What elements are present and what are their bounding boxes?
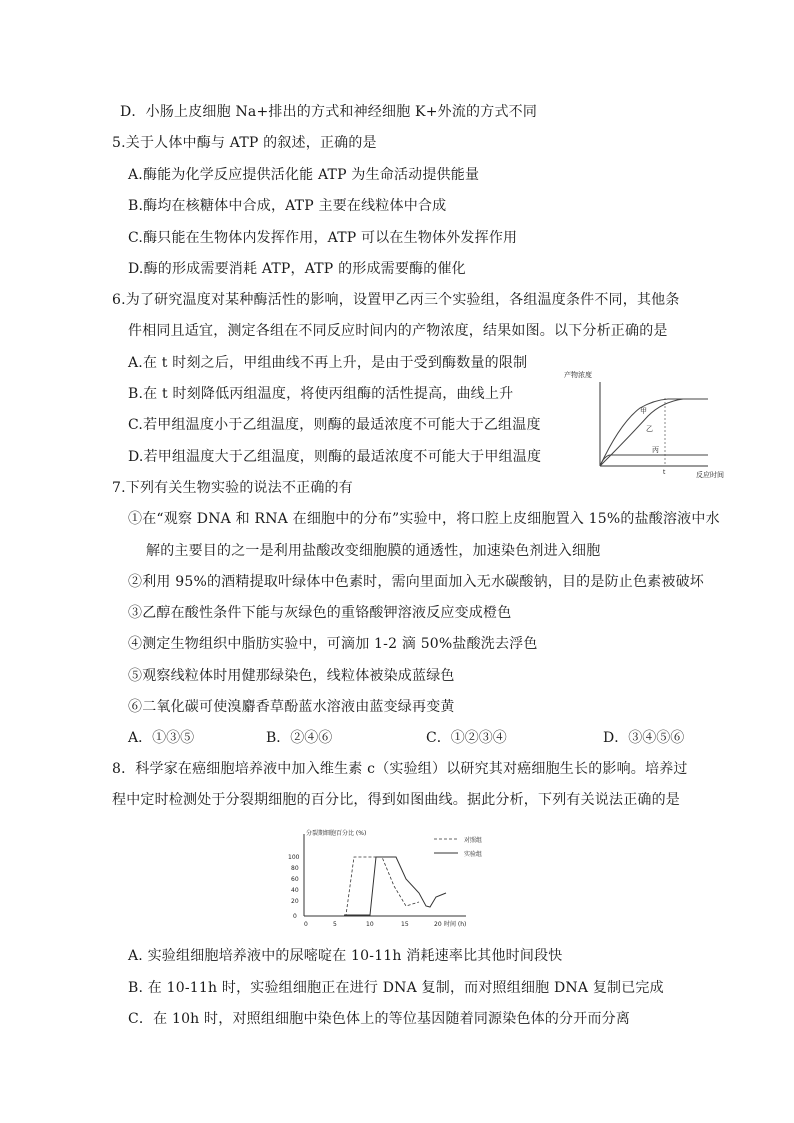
chart1-ylabel: 产物浓度 [564,371,592,379]
q5-option-c: C.酶只能在生物体内发挥作用，ATP 可以在生物体外发挥作用 [128,230,518,246]
q7-option-d: D．③④⑤⑥ [603,730,685,746]
chart1-t-label: t [663,469,666,476]
ytick-label: 0 [293,913,297,920]
curve-label-yi: 乙 [646,425,653,433]
ytick-label: 40 [291,887,299,894]
q5-stem: 5.关于人体中酶与 ATP 的叙述，正确的是 [112,135,377,151]
q7-item-6: ⑥二氧化碳可使溴麝香草酚蓝水溶液由蓝变绿再变黄 [128,699,455,715]
q6-stem-line1: 6.为了研究温度对某种酶活性的影响，设置甲乙丙三个实验组，各组温度条件不同，其他条 [112,292,680,308]
q8-option-b: B. 在 10-11h 时，实验组细胞正在进行 DNA 复制，而对照组细胞 DNA 复制已完成 [128,980,664,996]
q5-option-d: D.酶的形成需要消耗 ATP，ATP 的形成需要酶的催化 [128,261,466,277]
q7-item-2: ②利用 95%的酒精提取叶绿体中色素时，需向里面加入无水碳酸钠，目的是防止色素被破坏 [128,574,704,590]
q6-option-a: A.在 t 时刻之后，甲组曲线不再上升，是由于受到酶数量的限制 [128,355,528,371]
chart2-ylabel: 分裂期细胞百分比 (%) [306,830,367,837]
legend-label-control: 对照组 [464,837,483,844]
q4-option-d: D．小肠上皮细胞 Na+排出的方式和神经细胞 K+外流的方式不同 [120,104,538,120]
q6-option-c: C.若甲组温度小于乙组温度，则酶的最适浓度不可能大于乙组温度 [128,417,541,433]
ytick-label: 60 [291,876,299,883]
series-experimental-line [344,857,446,915]
q7-item-3: ③乙醇在酸性条件下能与灰绿色的重铬酸钾溶液反应变成橙色 [128,605,512,621]
q8-option-c: C．在 10h 时，对照组细胞中染色体上的等位基因随着同源染色体的分开而分离 [128,1011,631,1027]
xtick-label: 15 [401,921,409,928]
q7-item-4: ④测定生物组织中脂肪实验中，可滴加 1-2 滴 50%盐酸洗去浮色 [128,636,538,652]
q6-option-d: D.若甲组温度大于乙组温度，则酶的最适浓度不可能大于甲组温度 [128,449,542,465]
xtick-label: 0 [304,921,308,928]
q8-stem-line2: 程中定时检测处于分裂期细胞的百分比，得到如图曲线。据此分析，下列有关说法正确的是 [112,792,680,808]
q7-option-a: A．①③⑤ [128,730,195,746]
xtick-label: 20 [434,921,442,928]
q6-stem-line2: 件相同且适宜，测定各组在不同反应时间内的产物浓度，结果如图。以下分析正确的是 [128,323,668,339]
q5-option-a: A.酶能为化学反应提供活化能 ATP 为生命活动提供能量 [128,167,480,183]
curve-jia [600,399,708,466]
chart1-xlabel: 反应时间 [696,471,724,479]
curve-bing [600,455,708,466]
q7-option-c: C．①②③④ [426,730,507,746]
curve-label-jia: 甲 [640,407,647,415]
q8-stem-line1: 8．科学家在癌细胞培养液中加入维生素 c（实验组）以研究其对癌细胞生长的影响。培养过 [112,761,688,777]
ytick-label: 100 [288,854,300,861]
q8-option-a: A. 实验组细胞培养液中的尿嘧啶在 10-11h 消耗速率比其他时间段快 [128,948,563,964]
q7-item-1-line2: 解的主要目的之一是利用盐酸改变细胞膜的通透性，加速染色剂进入细胞 [146,543,601,559]
enzyme-product-chart [558,368,724,480]
chart2-xticks [304,921,442,928]
curve-label-bing: 丙 [652,446,659,454]
q7-item-5: ⑤观察线粒体时用健那绿染色，线粒体被染成蓝绿色 [128,668,455,684]
xtick-label: 10 [366,921,374,928]
q7-option-b: B．②④⑥ [266,730,333,746]
q6-option-b: B.在 t 时刻降低丙组温度，将使丙组酶的活性提高，曲线上升 [128,386,514,402]
q7-stem: 7.下列有关生物实验的说法不正确的有 [112,480,353,496]
legend-label-experimental: 实验组 [464,851,483,858]
chart2-xlabel: 时间 (h) [444,921,467,928]
mitosis-percentage-chart [286,826,506,934]
series-control-line [344,857,419,915]
chart2-yticks [288,854,300,920]
q5-option-b: B.酶均在核糖体中合成，ATP 主要在线粒体中合成 [128,198,447,214]
q7-item-1-line1: ①在“观察 DNA 和 RNA 在细胞中的分布”实验中，将口腔上皮细胞置入 15%的盐酸溶液中水 [128,511,720,527]
ytick-label: 20 [291,898,299,905]
xtick-label: 5 [333,921,337,928]
ytick-label: 80 [291,865,299,872]
